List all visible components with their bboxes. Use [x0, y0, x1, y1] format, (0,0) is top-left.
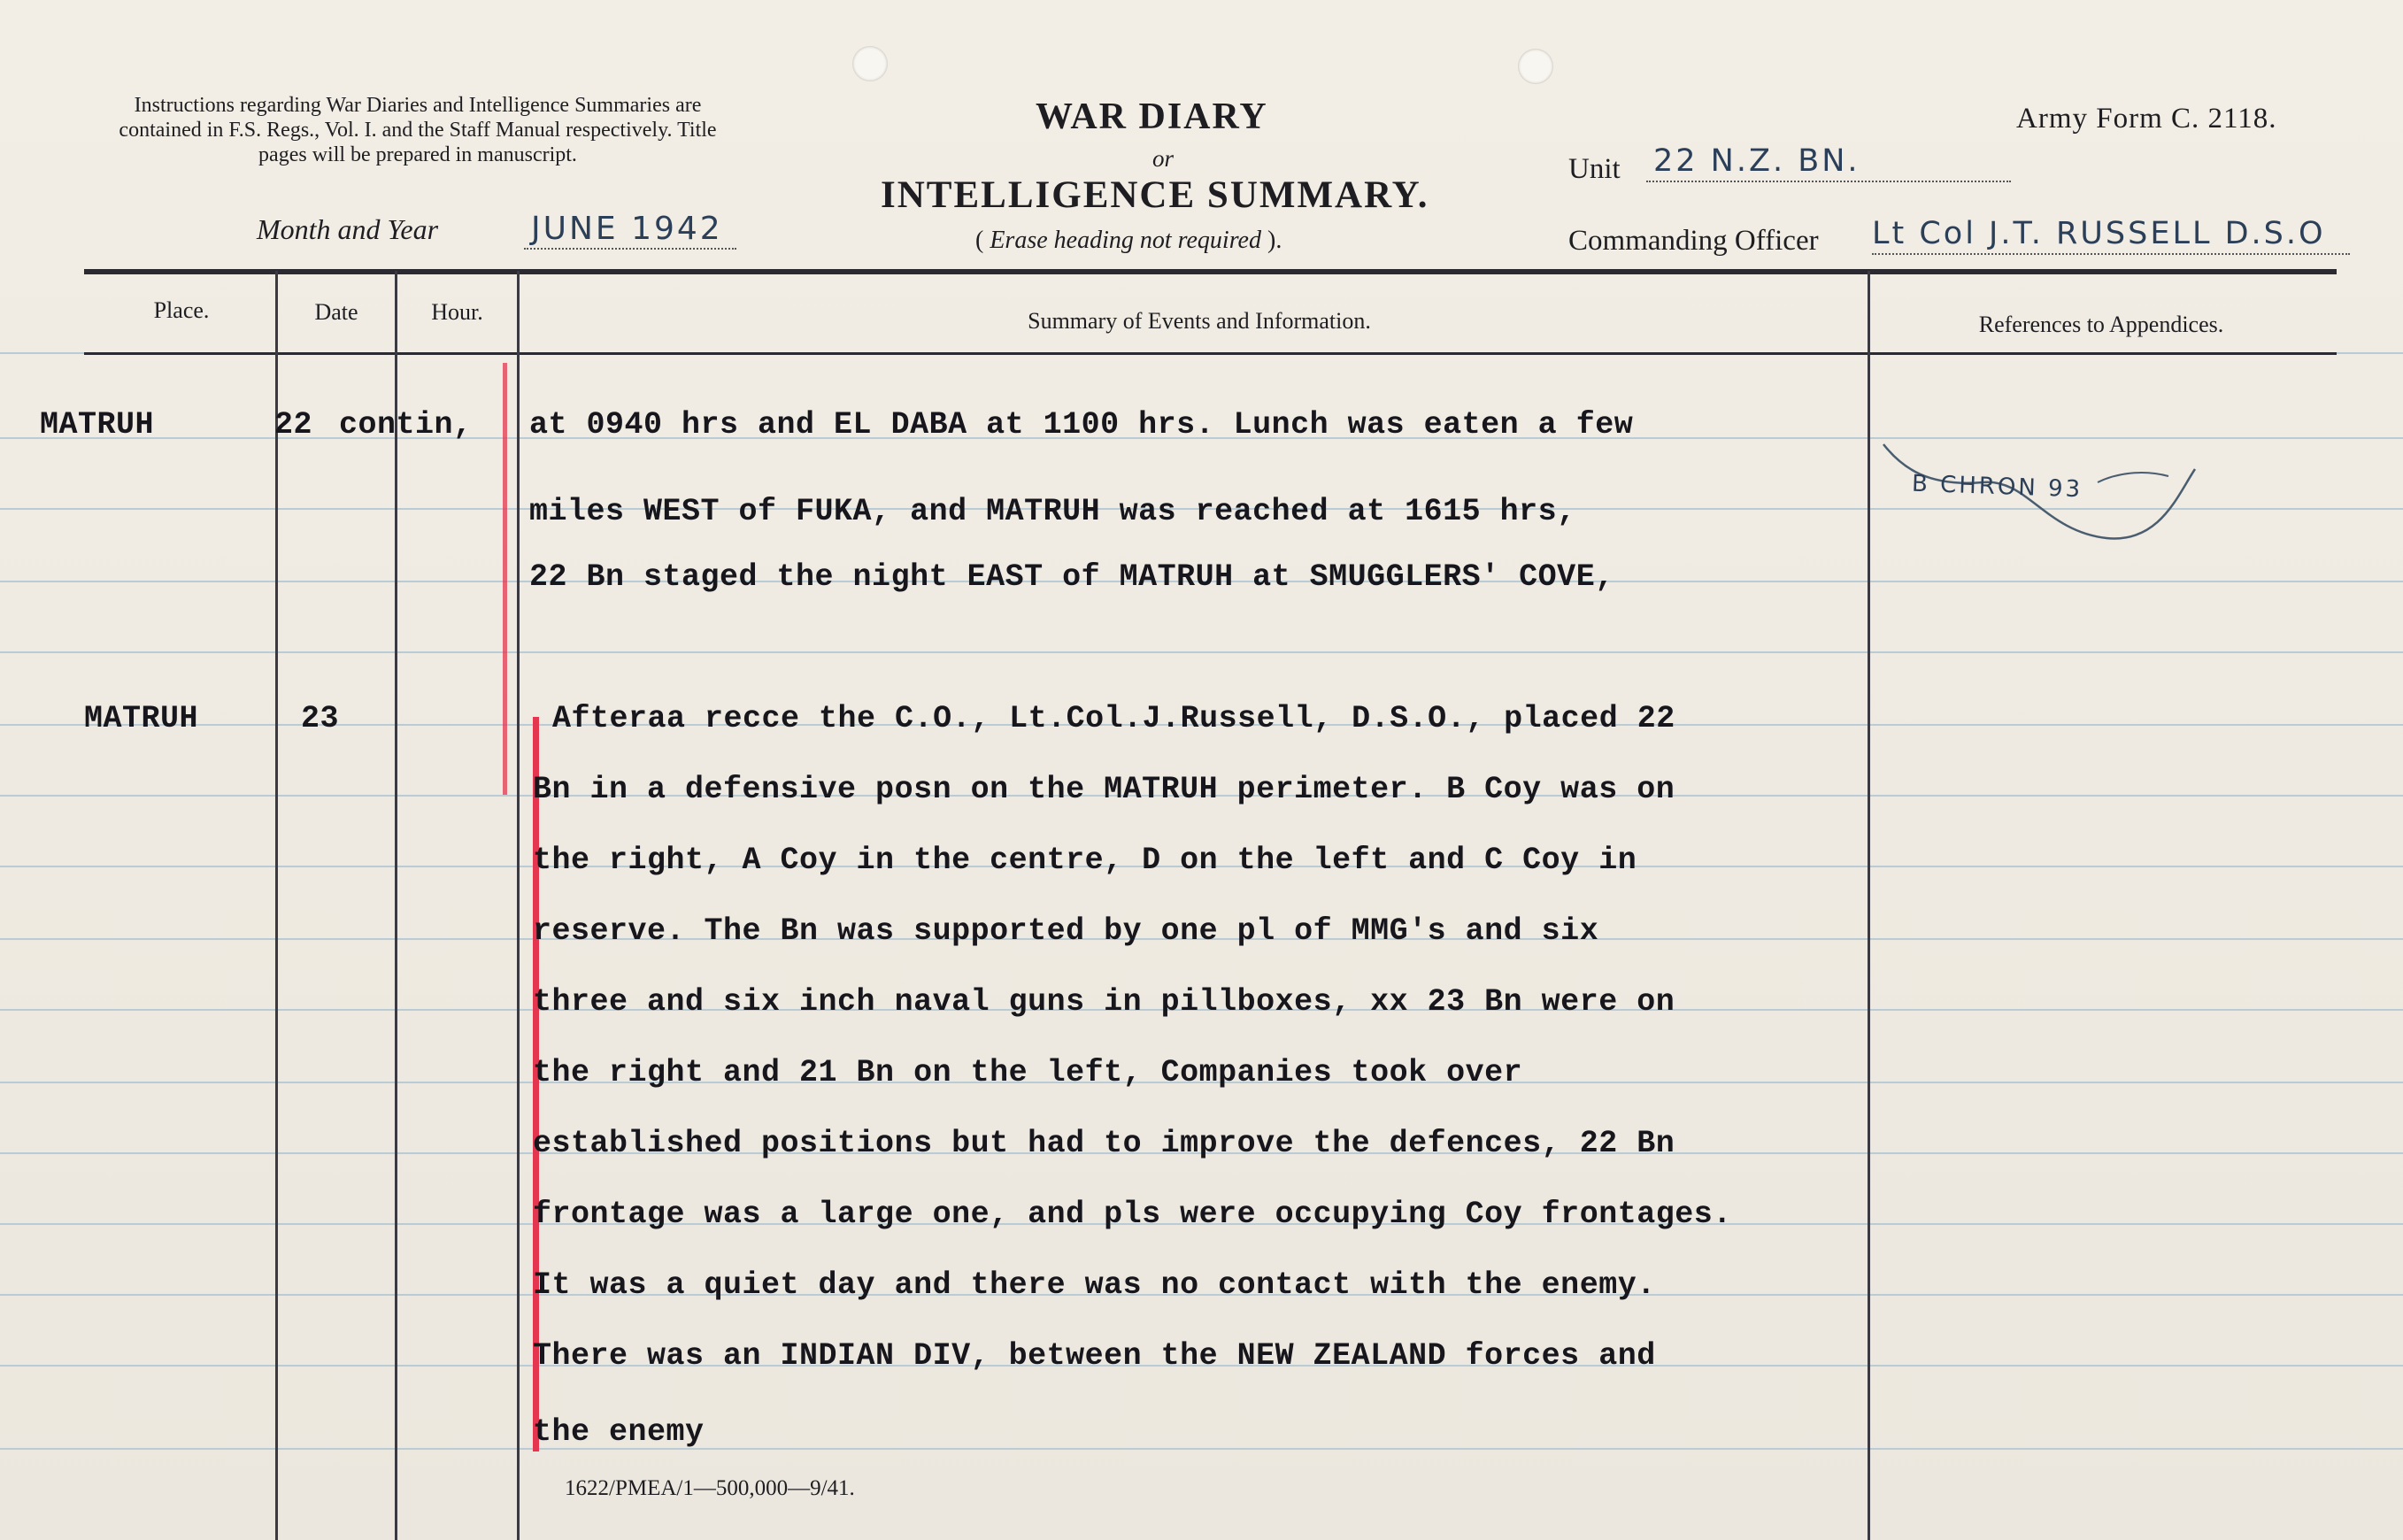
- entry-hour: contin,: [339, 407, 473, 443]
- title-or: or: [1152, 145, 1175, 172]
- summary-line: the enemy: [533, 1414, 705, 1450]
- unit-label: Unit: [1568, 153, 1621, 185]
- summary-line: 22 Bn staged the night EAST of MATRUH at SMUGGLERS' COVE,: [529, 559, 1614, 595]
- red-margin-line-upper: [503, 363, 507, 795]
- month-year-value: JUNE 1942: [531, 211, 723, 247]
- summary-line: frontage was a large one, and pls were occupying Coy frontages.: [533, 1197, 1732, 1232]
- column-divider-summary-references: [1868, 271, 1870, 1540]
- unit-dotted-line: [1646, 181, 2011, 182]
- column-header-references: References to Appendices.: [1978, 312, 2224, 337]
- commanding-officer-label: Commanding Officer: [1568, 225, 1819, 257]
- entry-place: MATRUH: [84, 701, 199, 736]
- summary-line: Afteraa recce the C.O., Lt.Col.J.Russell, D.S.O., placed 22: [552, 701, 1675, 736]
- column-header-date: Date: [314, 299, 358, 325]
- form-print-code: 1622/PMEA/1—500,000—9/41.: [565, 1476, 855, 1500]
- summary-line: Bn in a defensive posn on the MATRUH perimeter. B Coy was on: [533, 772, 1675, 807]
- summary-line: at 0940 hrs and EL DABA at 1100 hrs. Lunch was eaten a few: [529, 407, 1634, 443]
- summary-line: three and six inch naval guns in pillboxes, xx 23 Bn were on: [533, 984, 1675, 1020]
- punch-hole-left: [852, 46, 888, 81]
- title-intelligence-summary: INTELLIGENCE SUMMARY.: [881, 174, 1429, 216]
- summary-line: established positions but had to improve the defences, 22 Bn: [533, 1126, 1675, 1161]
- commanding-officer-value: Lt Col J.T. RUSSELL D.S.O: [1872, 216, 2326, 251]
- entry-place: MATRUH: [40, 407, 155, 443]
- column-divider-date-hour: [395, 271, 397, 1540]
- reference-flourish: [1876, 434, 2248, 575]
- reference-stamp: B CHRON 93: [1911, 470, 2083, 504]
- month-year-label: Month and Year: [257, 213, 439, 245]
- punch-hole-right: [1518, 49, 1553, 84]
- column-header-summary: Summary of Events and Information.: [1028, 308, 1371, 334]
- entry-date: 22: [274, 407, 313, 443]
- summary-line: miles WEST of FUKA, and MATRUH was reached at 1615 hrs,: [529, 494, 1576, 529]
- summary-line: It was a quiet day and there was no contact with the enemy.: [533, 1267, 1656, 1303]
- title-war-diary: WAR DIARY: [1036, 96, 1268, 137]
- unit-value: 22 N.Z. BN.: [1653, 143, 1860, 179]
- summary-line: the right and 21 Bn on the left, Companies took over: [533, 1055, 1523, 1090]
- army-form-number: Army Form C. 2118.: [2016, 103, 2277, 135]
- erase-note-text: Erase heading not required: [990, 227, 1261, 254]
- summary-line: reserve. The Bn was supported by one pl of MMG's and six: [533, 913, 1599, 949]
- ruled-line: [0, 1448, 2403, 1450]
- entry-date: 23: [301, 701, 340, 736]
- column-divider-hour-summary: [517, 271, 520, 1540]
- ruled-line: [0, 651, 2403, 653]
- column-header-place: Place.: [153, 297, 210, 323]
- co-dotted-line: [1872, 253, 2350, 255]
- instructions-text: Instructions regarding War Diaries and Intelligence Summaries are contained in F.S. Regs., Vol. I. and the Staff Manual respectively. Title pages will be prepared in manuscript.: [119, 94, 717, 166]
- summary-line: There was an INDIAN DIV, between the NEW ZEALAND forces and: [533, 1338, 1656, 1374]
- column-header-hour: Hour.: [431, 299, 483, 325]
- column-divider-place-date: [275, 271, 278, 1540]
- column-header-rule: [84, 352, 2337, 355]
- erase-note: ( Erase heading not required ).: [975, 227, 1282, 254]
- header-top-rule: [84, 269, 2337, 274]
- summary-line: the right, A Coy in the centre, D on the left and C Coy in: [533, 843, 1637, 878]
- month-dotted-line: [524, 248, 736, 250]
